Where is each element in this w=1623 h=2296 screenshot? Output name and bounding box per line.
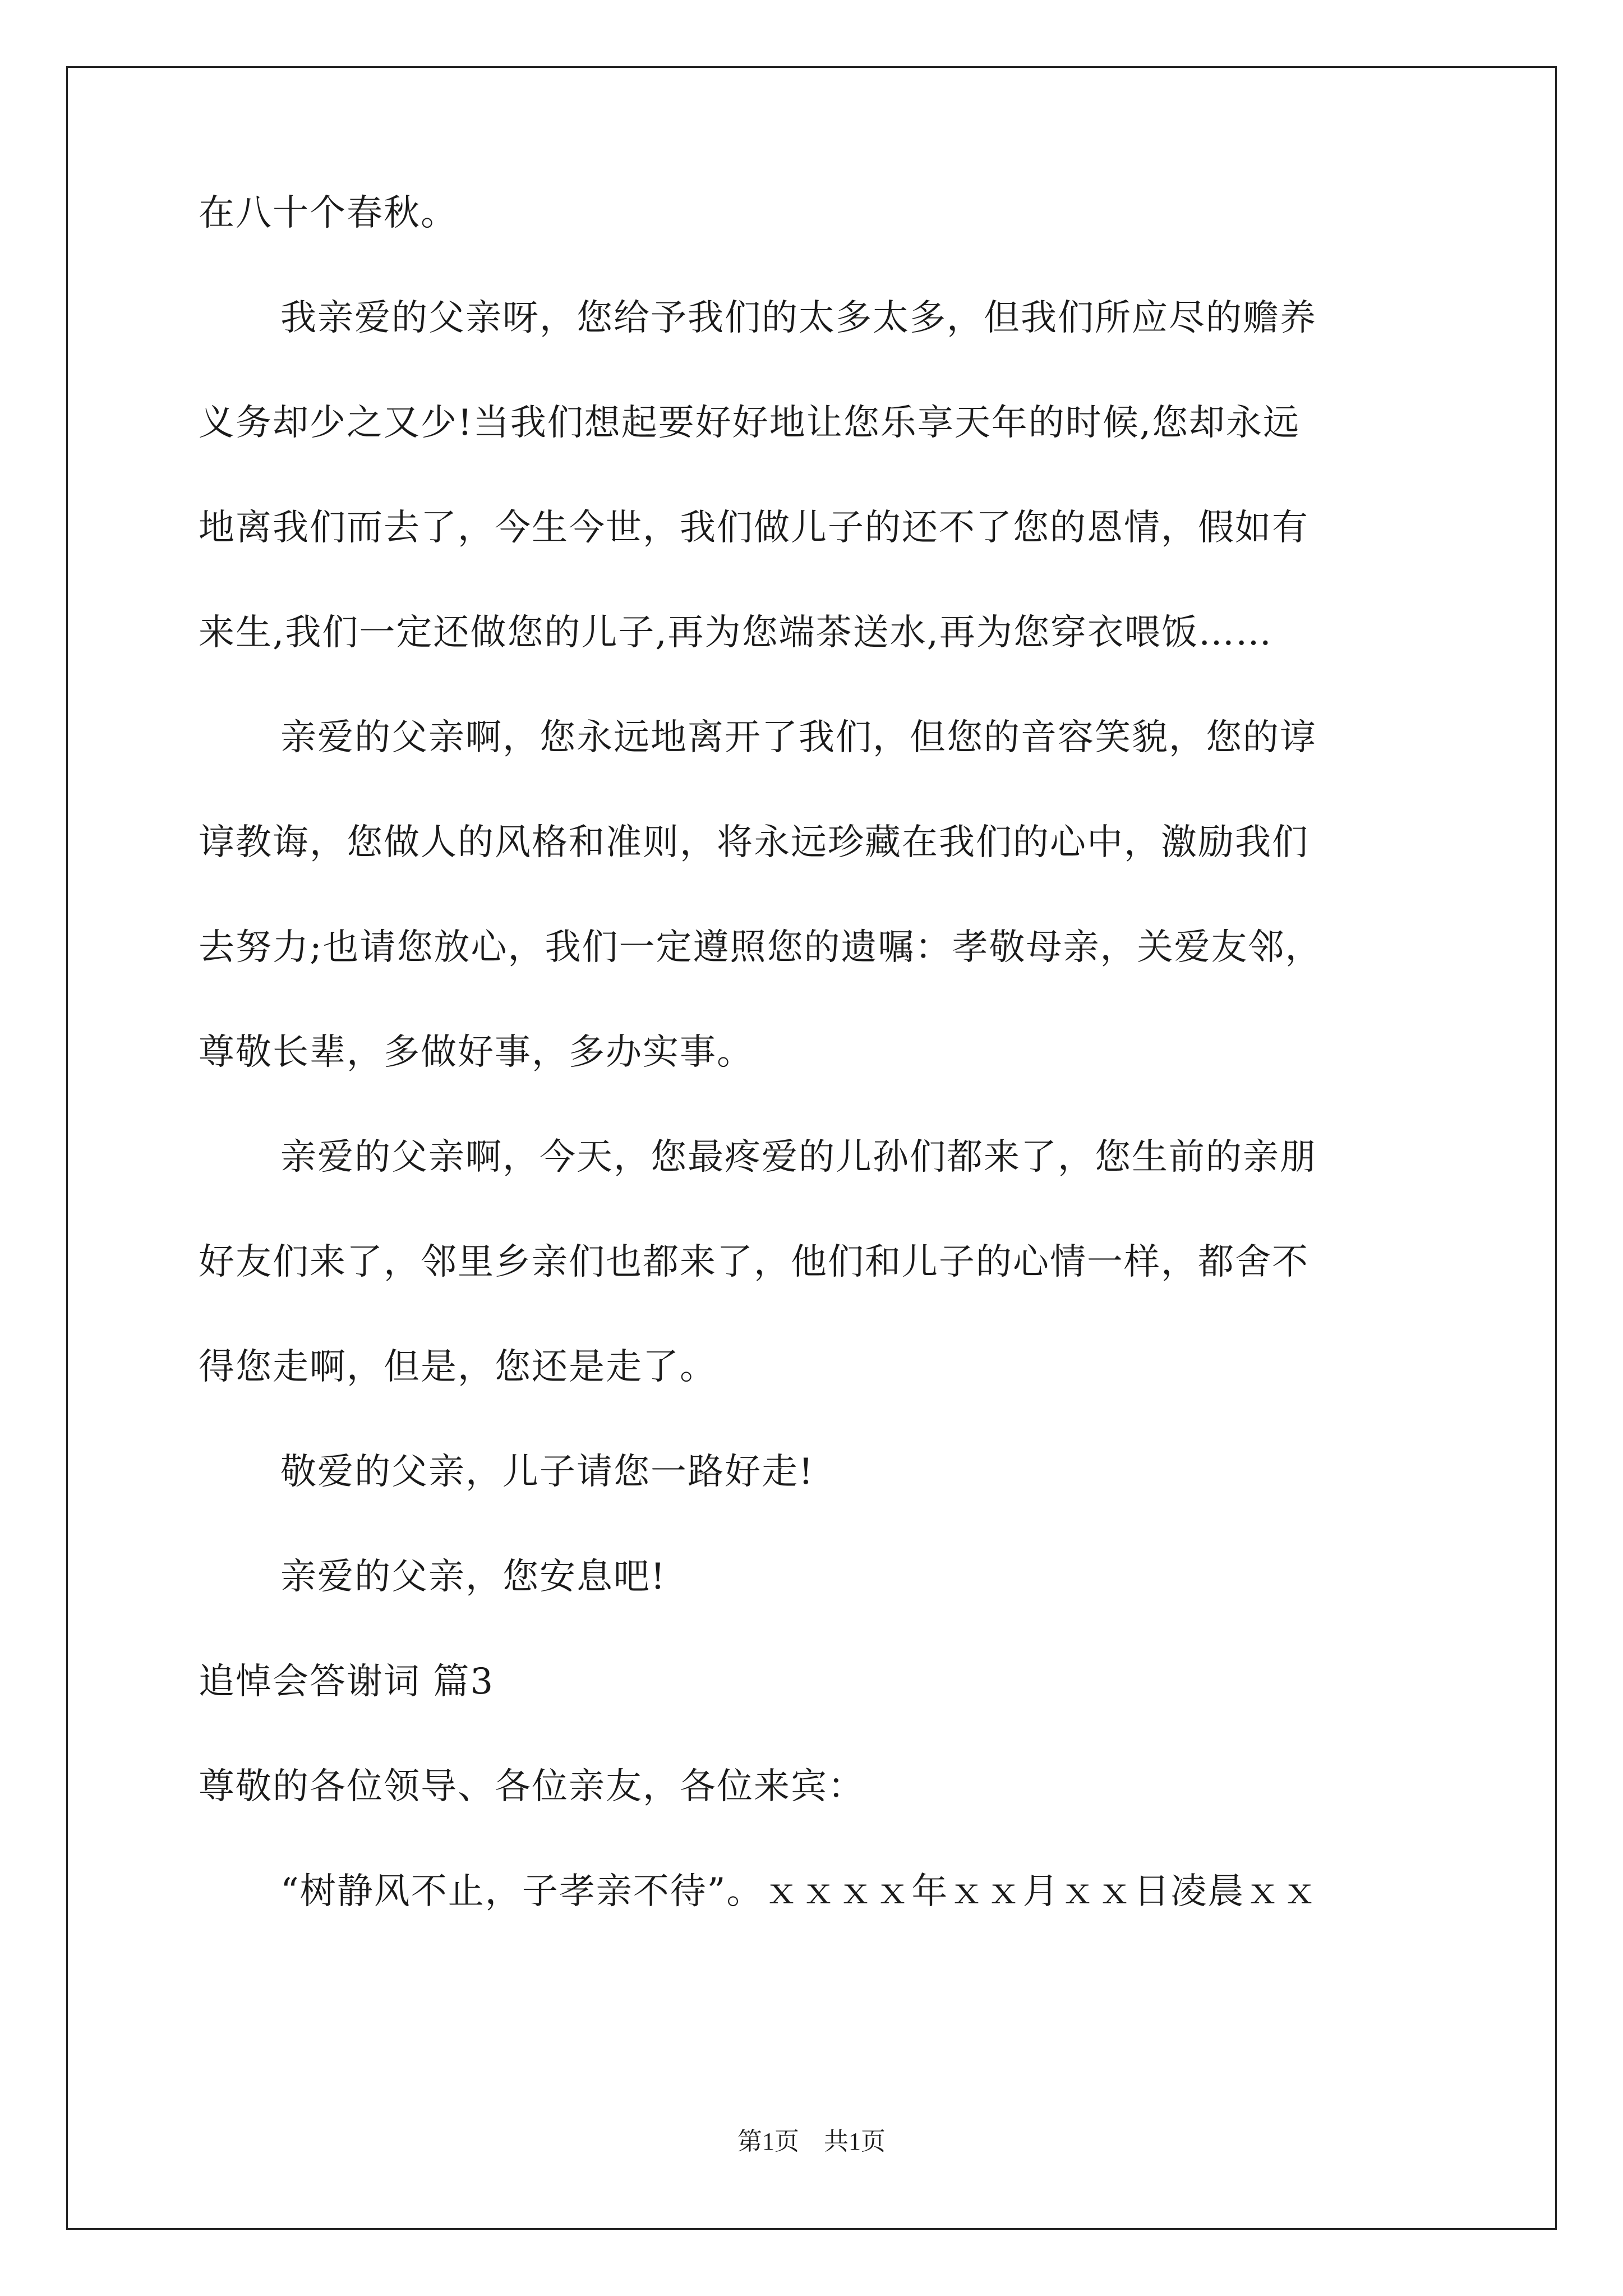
- text-line: 好友们来了，邻里乡亲们也都来了，他们和儿子的心情一样，都舍不: [199, 1241, 1309, 1283]
- paragraph-first-line: 亲爱的父亲，您安息吧!: [280, 1556, 666, 1598]
- text-line: 追悼会答谢词 篇3: [199, 1661, 495, 1703]
- text-line: 谆教诲，您做人的风格和准则，将永远珍藏在我们的心中，激励我们: [199, 822, 1309, 863]
- text-line: 去努力;也请您放心，我们一定遵照您的遗嘱：孝敬母亲，关爱友邻，: [199, 927, 1322, 968]
- text-line: 得您走啊，但是，您还是走了。: [199, 1346, 717, 1388]
- text-line: 尊敬的各位领导、各位亲友，各位来宾：: [199, 1766, 865, 1807]
- text-line: 来生,我们一定还做您的儿子,再为您端茶送水,再为您穿衣喂饭……: [199, 612, 1273, 654]
- text-line: 在八十个春秋。: [199, 192, 458, 234]
- paragraph-first-line: 我亲爱的父亲呀，您给予我们的太多太多，但我们所应尽的赡养: [280, 297, 1317, 339]
- paragraph-first-line: “树静风不止，子孝亲不待”。ｘｘｘｘ年ｘｘ月ｘｘ日凌晨ｘｘ: [280, 1871, 1319, 1912]
- paragraph-first-line: 敬爱的父亲，儿子请您一路好走!: [280, 1451, 814, 1493]
- paragraph-first-line: 亲爱的父亲啊，今天，您最疼爱的儿孙们都来了，您生前的亲朋: [280, 1137, 1317, 1178]
- text-line: 义务却少之又少!当我们想起要好好地让您乐享天年的时候,您却永远: [199, 402, 1301, 444]
- text-line: 尊敬长辈，多做好事，多办实事。: [199, 1032, 754, 1073]
- page-number-footer: 第1页 共1页: [737, 2128, 886, 2155]
- text-line: 地离我们而去了，今生今世，我们做儿子的还不了您的恩情，假如有: [199, 507, 1309, 549]
- paragraph-first-line: 亲爱的父亲啊，您永远地离开了我们，但您的音容笑貌，您的谆: [280, 717, 1317, 758]
